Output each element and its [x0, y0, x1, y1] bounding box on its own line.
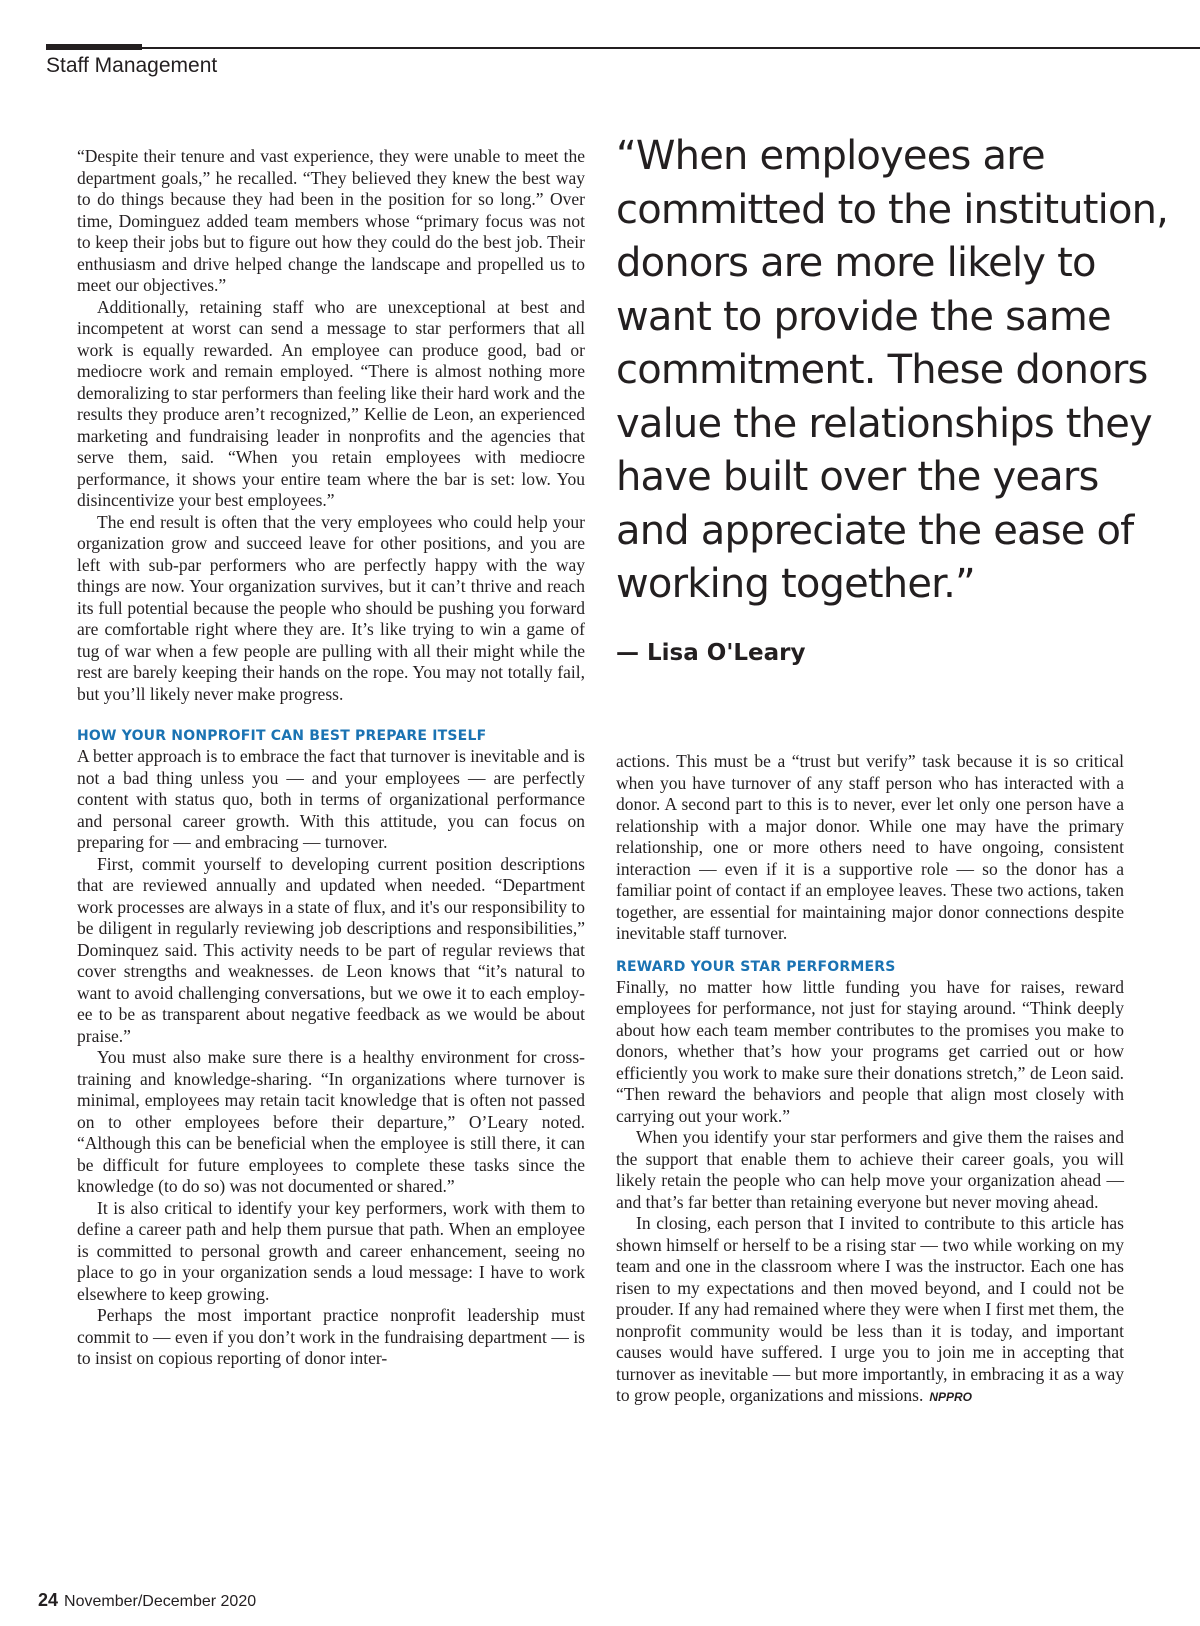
body-paragraph: actions. This must be a “trust but verify” task because it is so critical when you have turnover of any staff person who has interacted with a donor. A second part to this is to never, ever let only one person have a relationship with a major donor. While one may have the primary relationship, one or more others need to have ongoing, consistent interaction — even if it is a supportive role — so the donor has a familiar point of contact if an employee leaves. These two actions, taken together, are essential for maintaining major donor connections despite inevitable staff turnover.: [616, 751, 1124, 943]
right-column: [616, 751, 1124, 1409]
body-paragraph: A better approach is to embrace the fact that turnover is inevitable and is not a bad thing unless you — and your employees — are perfectly content with status quo, both in terms of organizational performance and personal career growth. With this attitude, you can focus on preparing for — and embracing — turnover.: [77, 746, 585, 852]
header-rule-accent: [46, 44, 142, 50]
pull-quote-attribution: — Lisa O'Leary: [616, 640, 806, 666]
pull-quote: “When employees are committed to the institution, donors are more likely to want to provide the same commitment. These donors value the relationships they have built over the years and appreciate the ease of working together.”: [616, 133, 1169, 607]
body-paragraph: It is also critical to identify your key performers, work with them to define a career path and help them pursue that path. When an employee is committed to personal growth and career enhancement, seeing no place to go in your organization sends a loud message: I have to work elsewhere to keep growing.: [77, 1197, 585, 1304]
page-footer: [38, 1590, 256, 1611]
body-paragraph: Finally, no matter how little funding you have for raises, reward employees for performance, not just for staying around. “Think deeply about how each team member contributes to the promises you make to donors, whether that’s how your programs get carried out or how efficiently you work to make sure their donations stretch,” de Leon said. “Then reward the behaviors and people that align most closely with carrying out your work.”: [616, 976, 1124, 1126]
page-number: 24: [38, 1590, 59, 1610]
body-paragraph: Additionally, retaining staff who are unexceptional at best and incompetent at worst can send a message to star performers that all work is equally rewarded. An employee can produce good, bad or mediocre work and remain employed. “There is almost nothing more demoralizing to star performers than feeling like their hard work and the results they produce aren’t recognized,” Kellie de Leon, an experienced marketing and fundraising leader in nonprofits and the agencies that serve them, said. “When you retain employees with mediocre performance, it shows your entire team where the bar is set: low. You disincentivize your best employees.”: [77, 296, 585, 510]
section-heading: HOW YOUR NONPROFIT CAN BEST PREPARE ITSELF: [77, 728, 487, 744]
body-paragraph: First, commit yourself to developing current position descriptions that are reviewed annually and updated when needed. “Department work processes are always in a state of flux, and it's our responsibility to be diligent in regularly reviewing job descriptions and responsibilities,” Dominquez said. This activity needs to be part of regular reviews that cover strengths and weaknesses. de Leon knows that “it’s natural to want to avoid challenging conversations, but we owe it to each employee to be as transparent about negative feedback as we would be about praise.”: [77, 853, 585, 1046]
body-paragraph: You must also make sure there is a healthy environment for cross-training and knowledge-sharing. “In organizations where turnover is minimal, employees may retain tacit knowledge that is often not passed on to other employees before their departure,” O’Leary noted. “Although this can be beneficial when the employee is still there, it can be difficult for future employees to complete these tasks since the knowledge (to do so) was not documented or shared.”: [77, 1047, 585, 1196]
left-column: [77, 146, 585, 1370]
section-label: Staff Management: [46, 54, 218, 77]
body-paragraph: “Despite their tenure and vast experience, they were unable to meet the department goals,” he recalled. “They believed they knew the best way to do things because they had been in the position for so long.” Over time, Dominguez added team members whose “primary focus was not to keep their jobs but to figure out how they could do the best job. Their enthusiasm and drive helped change the landscape and propelled us to meet our objectives.”: [77, 146, 585, 295]
issue-date: November/December 2020: [64, 1593, 257, 1610]
header-rule: [46, 47, 1200, 49]
end-mark: NPPRO: [929, 1390, 973, 1404]
body-paragraph: When you identify your star performers and give them the raises and the support that enable them to achieve their career goals, you will likely retain the people who can help move your organization ahead — and that’s far better than retaining everyone but never moving ahead.: [616, 1127, 1124, 1212]
section-heading: REWARD YOUR STAR PERFORMERS: [616, 958, 896, 975]
body-paragraph: Perhaps the most important practice nonprofit leadership must commit to — even if you don’t work in the fundraising department — is to insist on copious reporting of donor inter-: [77, 1305, 585, 1368]
closing-paragraph-text: In closing, each person that I invited to contribute to this article has shown himself or herself to be a rising star — two while working on my team and one in the classroom where I was the instructor. Each one has risen to my expectations and then moved beyond, and I could not be prouder. If any had remained where they were when I first met them, the nonprofit community would be less than it is today, and important causes would have suffered. I urge you to join me in accepting that turnover as inevitable — but more importantly, in embracing it as a way to grow people, organizations and missions.: [616, 1213, 1124, 1405]
body-paragraph: The end result is often that the very employees who could help your organization grow and succeed leave for other positions, and you are left with sub-par performers who are perfectly happy with the way things are now. Your organization survives, but it can’t thrive and reach its full potential because the people who should be pushing you forward are comfortable right where they are. It’s like trying to win a game of tug of war when a few people are pulling with all their might while the rest are barely keeping their hands on the rope. You may not totally fail, but you’ll likely never make progress.: [77, 511, 585, 704]
body-paragraph: [616, 1213, 1124, 1409]
